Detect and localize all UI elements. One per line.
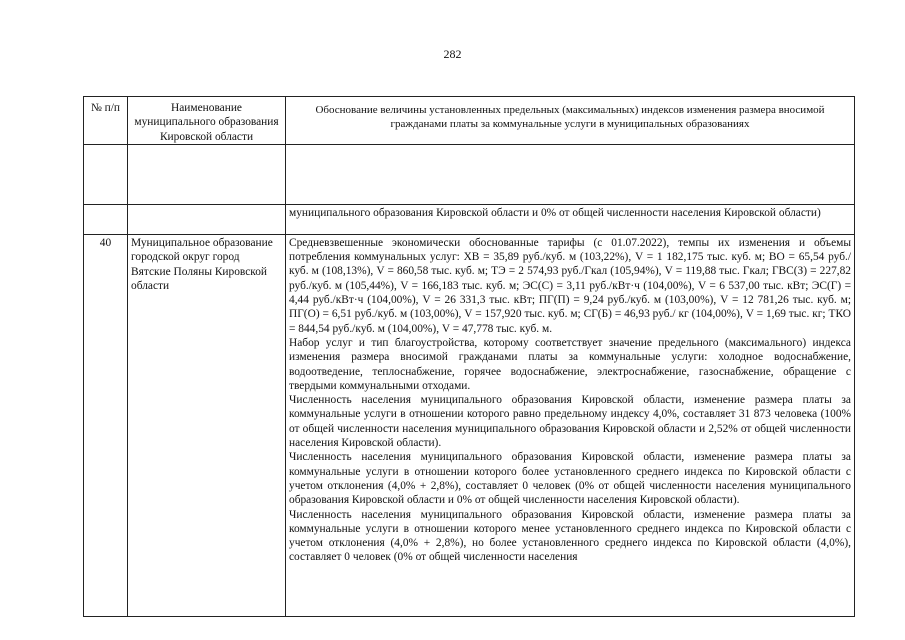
table-row-continuation <box>84 204 855 234</box>
paragraph-tariffs: Средневзвешенные экономически обоснованные тарифы (с 01.07.2022), темпы их изменения и объемы потребления коммунальных услуг: ХВ = 35,89 руб./куб. м (103,22%), V = 1 182,175 тыс. куб. м; ВО = 65,54 руб./куб. м (108,13%), V = 860,58 тыс. куб. м; ТЭ = 2 574,93 руб./Гкал (105,94%), V = 119,88 тыс. Гкал; ГВС(З) = 227,82 руб./куб. м (105,44%), V = 166,183 тыс. куб. м; ЭС(С) = 3,11 руб./кВт·ч (104,00%), V = 6 537,00 тыс. кВт; ЭС(Г) = 4,44 руб./кВт·ч (104,00%), V = 26 331,3 тыс. кВт; ПГ(П) = 9,24 руб./куб. м (103,00%), V = 12 781,26 тыс. куб. м; ПГ(О) = 6,51 руб./куб. м (103,00%), V = 157,920 тыс. куб. м; СГ(Б) = 46,93 руб./ кг (104,00%), V = 1,69 тыс. кг; ТКО = 844,54 руб./куб. м (104,00%), V = 47,778 тыс. куб. м. <box>289 236 851 335</box>
header-name: Наименование муниципального образования Кировской области <box>128 97 286 145</box>
paragraph-population-equal: Численность населения муниципального образования Кировской области, изменение размера платы за коммунальные услуги в отношении которого равно предельному индексу 4,0%, составляет 31 873 человека (100% от общей численности населения муниципального образования Кировской области и 2,52% от общей численности населения Кировской области). <box>289 394 851 450</box>
page-number: 282 <box>443 47 462 61</box>
table-row-blank <box>84 144 855 204</box>
justification-table <box>83 96 855 617</box>
continuation-cell-name <box>128 204 286 234</box>
paragraph-services: Набор услуг и тип благоустройства, которому соответствует значение предельного (максимального) индекса изменения размера вносимой гражданами платы за коммунальные услуги: холодное водоснабжение, водоотведение, теплоснабжение, горячее водоснабжение, электроснабжение, газоснабжение, обращение с твердыми коммунальными отходами. <box>289 336 851 392</box>
row-number: 40 <box>84 234 128 616</box>
header-justification: Обоснование величины установленных предельных (максимальных) индексов изменения размера вносимой гражданами платы за коммунальные услуги в муниципальных образованиях <box>286 97 855 145</box>
blank-cell-name <box>128 144 286 204</box>
paragraph-population-between: Численность населения муниципального образования Кировской области, изменение размера платы за коммунальные услуги в отношении которого менее установленного среднего индекса по Кировской области с учетом отклонения (4,0% + 2,8%), но более установленного среднего индекса по Кировской области (4,0%), составляет 0 человек (0% от общей численности населения <box>289 508 851 564</box>
table-row <box>84 234 855 616</box>
continuation-cell-text <box>286 204 855 234</box>
continuation-cell-num <box>84 204 128 234</box>
row-municipality-name <box>128 234 286 616</box>
blank-cell-text <box>286 144 855 204</box>
municipality-name-text: Муниципальное образование городской округ город Вятские Поляны Кировской области <box>131 236 273 293</box>
paragraph-population-above: Численность населения муниципального образования Кировской области, изменение размера платы за коммунальные услуги в отношении которого более установленного среднего индекса по Кировской области с учетом отклонения (4,0% + 2,8%), составляет 0 человек (0% от общей численности населения муниципального образования Кировской области и 0% от общей численности населения Кировской области). <box>289 451 851 507</box>
header-num: № п/п <box>84 97 128 145</box>
continuation-text: муниципального образования Кировской области и 0% от общей численности населения Кировской области) <box>289 206 821 219</box>
table-header-row <box>84 97 855 145</box>
row-justification <box>286 234 855 616</box>
blank-cell-num <box>84 144 128 204</box>
